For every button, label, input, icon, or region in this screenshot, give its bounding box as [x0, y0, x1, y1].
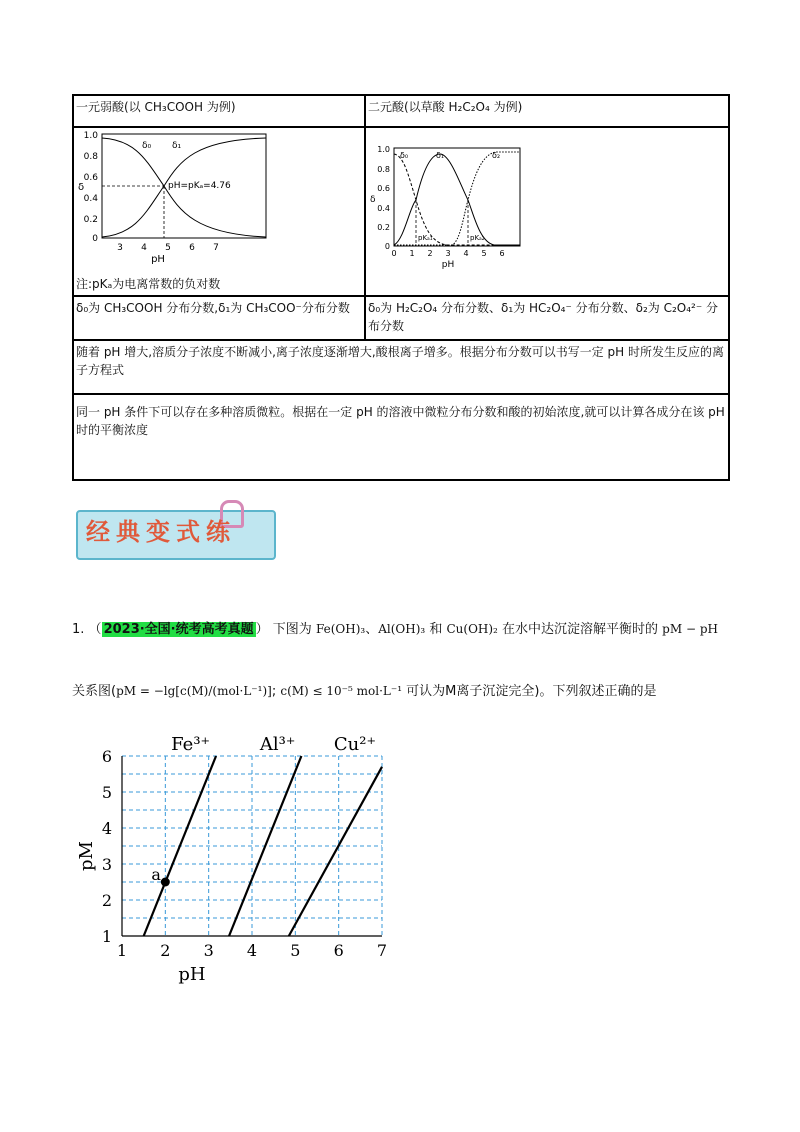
q-sep: 、: [365, 622, 379, 637]
delta1-curve: [394, 154, 520, 245]
pka1-label: pKₐ₁: [418, 234, 433, 242]
series-line-0: [144, 756, 216, 936]
acid-distribution-table: [72, 94, 730, 481]
x-tick-label: 4: [246, 941, 258, 960]
ytick: 0.6: [83, 173, 98, 183]
xtick: 4: [463, 249, 469, 258]
ytick: 0.4: [377, 204, 390, 213]
y-tick-label: 1: [101, 927, 112, 946]
species-cu: Cu(OH)₂: [446, 622, 498, 636]
y-tick-label: 5: [101, 783, 112, 802]
y-axis-label: δ: [78, 182, 85, 193]
xtick: 6: [189, 243, 195, 253]
y-tick-label: 4: [101, 819, 112, 838]
header-diprotic: 二元酸(以草酸 H₂C₂O₄ 为例): [365, 95, 729, 127]
series-label: Fe³⁺: [171, 734, 211, 755]
series-label: δ₂: [492, 151, 501, 160]
pm-formula: pM = −lg[c(M)/(mol·L⁻¹)]: [116, 684, 272, 698]
pka2-label: pKₐ₂: [470, 234, 485, 242]
xtick: 5: [481, 249, 487, 258]
q-conj: 和: [429, 622, 443, 637]
source-tag: 2023·全国·统考高考真题: [103, 622, 254, 637]
xtick: 2: [427, 249, 433, 258]
diprotic-distribution-chart: [368, 144, 528, 284]
x-tick-label: 3: [203, 941, 214, 960]
series-label: δ₀: [142, 141, 152, 151]
section-banner: [70, 500, 280, 562]
point-a-marker: [161, 878, 170, 887]
q-text-1: 下图为: [272, 622, 312, 637]
question-line-1: 1. （ 2023·全国·统考高考真题 ） 下图为 Fe(OH)₃、Al(OH)₃ 和 Cu(OH)₂ 在水中达沉淀溶解平衡时的 pM − pH: [72, 622, 718, 637]
xtick: 3: [445, 249, 451, 258]
pka-annotation: pH=pKₐ=4.76: [168, 181, 231, 191]
pka-note: 注:pKₐ为电离常数的负对数: [76, 277, 221, 291]
x-tick-label: 7: [376, 941, 388, 960]
ytick: 1.0: [83, 131, 98, 141]
delta0-curve: [394, 154, 520, 245]
delta2-curve: [394, 152, 520, 245]
ytick: 0.6: [377, 184, 390, 193]
species-fe: Fe(OH)₃: [315, 622, 366, 636]
ytick: 1.0: [377, 145, 390, 154]
q-text-4: 可认为M离子沉淀完全)。下列叙述正确的是: [406, 684, 657, 699]
y-axis-label: δ: [370, 195, 376, 205]
question-number: 1.: [72, 622, 85, 637]
x-tick-label: 6: [333, 941, 344, 960]
q-text-2: 在水中达沉淀溶解平衡时的: [502, 622, 659, 637]
axis-expression: pM − pH: [662, 622, 718, 636]
ytick: 0.2: [377, 223, 390, 232]
x-tick-label: 2: [160, 941, 171, 960]
ytick: 0.2: [83, 215, 98, 225]
x-tick-label: 1: [116, 941, 128, 960]
header-monoprotic: 一元弱酸(以 CH₃COOH 为例): [73, 95, 365, 127]
x-axis-label: pH: [151, 254, 165, 265]
pm-ph-chart: [70, 728, 410, 988]
ytick: 0.8: [377, 165, 390, 174]
monoprotic-distribution-chart: [76, 130, 276, 270]
monoprotic-figure-cell: [73, 127, 365, 296]
ytick: 0: [384, 242, 390, 251]
xtick: 7: [213, 243, 219, 253]
summary-row-1: 随着 pH 增大,溶质分子浓度不断减小,离子浓度逐渐增大,酸根离子增多。根据分布分数可以书写一定 pH 时所发生反应的离子方程式: [73, 340, 729, 394]
ytick: 0: [92, 234, 98, 244]
series-label: δ₁: [436, 151, 445, 160]
x-axis-label: pH: [441, 260, 455, 270]
diprotic-figure-cell: [365, 127, 729, 296]
series-label: Al³⁺: [259, 734, 296, 755]
q-text-3: 关系图(: [72, 684, 117, 699]
banner-title: 经典变式练: [86, 517, 236, 546]
y-tick-label: 2: [101, 891, 112, 910]
series-label: δ₀: [400, 151, 409, 160]
y-tick-label: 6: [101, 747, 112, 766]
xtick: 5: [165, 243, 171, 253]
xtick: 1: [409, 249, 415, 258]
ytick: 0.4: [83, 194, 98, 204]
xtick: 6: [499, 249, 505, 258]
x-axis-label: pH: [178, 964, 206, 985]
def-diprotic: δ₀为 H₂C₂O₄ 分布分数、δ₁为 HC₂O₄⁻ 分布分数、δ₂为 C₂O₄²⁻ 分布分数: [365, 296, 729, 340]
question-line-2: [72, 680, 656, 699]
ytick: 0.8: [83, 152, 98, 162]
complete-precip-formula: c(M) ≤ 10⁻⁵ mol·L⁻¹: [280, 684, 403, 698]
y-axis-label: pM: [76, 841, 97, 871]
xtick: 4: [141, 243, 147, 253]
series-label: Cu²⁺: [333, 734, 376, 755]
q-semicolon: ;: [271, 684, 277, 699]
xtick: 3: [117, 243, 123, 253]
series-label: δ₁: [172, 141, 182, 151]
y-tick-label: 3: [101, 855, 112, 874]
summary-row-2: 同一 pH 条件下可以存在多种溶质微粒。根据在一定 pH 的溶液中微粒分布分数和酸的初始浓度,就可以计算各成分在该 pH 时的平衡浓度: [73, 394, 729, 480]
xtick: 0: [391, 249, 397, 258]
x-tick-label: 5: [290, 941, 301, 960]
point-a-label: a: [151, 865, 161, 884]
def-monoprotic: δ₀为 CH₃COOH 分布分数,δ₁为 CH₃COO⁻分布分数: [73, 296, 365, 340]
species-al: Al(OH)₃: [378, 622, 426, 636]
